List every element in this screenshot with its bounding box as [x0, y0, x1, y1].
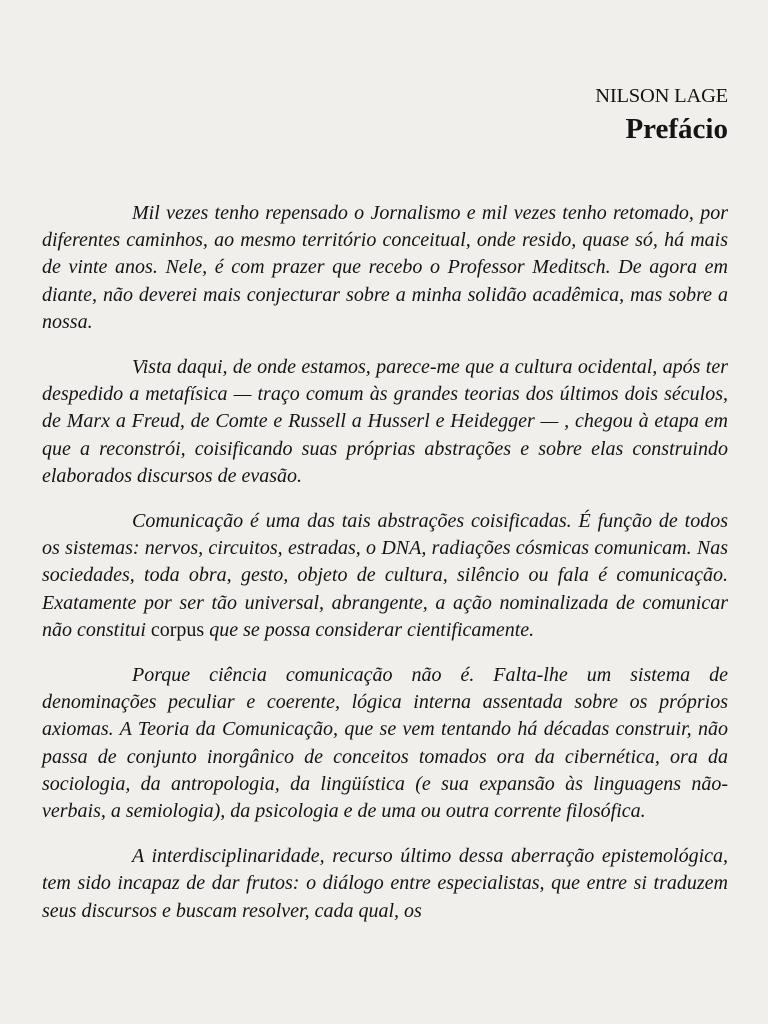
chapter-header — [42, 0, 728, 146]
author-name: NILSON LAGE — [595, 85, 728, 107]
paragraph-text: Porque ciência comunicação não é. Falta-lhe um sistema de denominações peculiar e coerente, lógica interna assentada sobre os próprios axiomas. A Teoria da Comunicação, que se vem tentando há décadas construir, não passa de conjunto inorgânico de conceitos tomados ora da cibernética, ora da sociologia, da antropologia, da lingüística (e sua expansão às linguagens não-verbais, a semiologia), da psicologia e de uma ou outra corrente filosófica. — [42, 664, 728, 823]
paragraph-text: A interdisciplinaridade, recurso último dessa aberração epistemológica, tem sido incapaz de dar frutos: o diálogo entre especialistas, que entre si traduzem seus discursos e buscam resolver, cada qual, os — [42, 845, 728, 922]
paragraph-text: Comunicação é uma das tais abstrações coisificadas. É função de todos os sistemas: nervos, circuitos, estradas, o DNA, radiações cósmicas comunicam. Nas sociedades, toda obra, gesto, objeto de cultura, silêncio ou fala é comunicação. Exatamente por ser tão universal, abrangente, a ação nominalizada de comunicar não constitui — [42, 510, 728, 641]
body-text — [42, 200, 728, 925]
paragraph-2 — [42, 354, 728, 490]
paragraph-4 — [42, 662, 728, 825]
paragraph-1 — [42, 200, 728, 336]
paragraph-text: que se possa considerar cientificamente. — [204, 618, 535, 641]
paragraph-5 — [42, 843, 728, 925]
latin-term-corpus: corpus — [150, 618, 205, 641]
paragraph-text: Vista daqui, de onde estamos, parece-me que a cultura ocidental, após ter despedido a metafísica — traço comum às grandes teorias dos últimos dois séculos, de Marx a Freud, de Comte e Russell a Husserl e Heidegger — , chegou à etapa em que a reconstrói, coisificando suas próprias abstrações e sobre elas construindo elaborados discursos de evasão. — [42, 356, 728, 487]
paragraph-3 — [42, 508, 728, 644]
paragraph-text: Mil vezes tenho repensado o Jornalismo e mil vezes tenho retomado, por diferentes caminhos, ao mesmo território conceitual, onde resido, quase só, há mais de vinte anos. Nele, é com prazer que recebo o Professor Meditsch. De agora em diante, não deverei mais conjecturar sobre a minha solidão acadêmica, mas sobre a nossa. — [42, 202, 728, 333]
chapter-title: Prefácio — [625, 113, 728, 145]
